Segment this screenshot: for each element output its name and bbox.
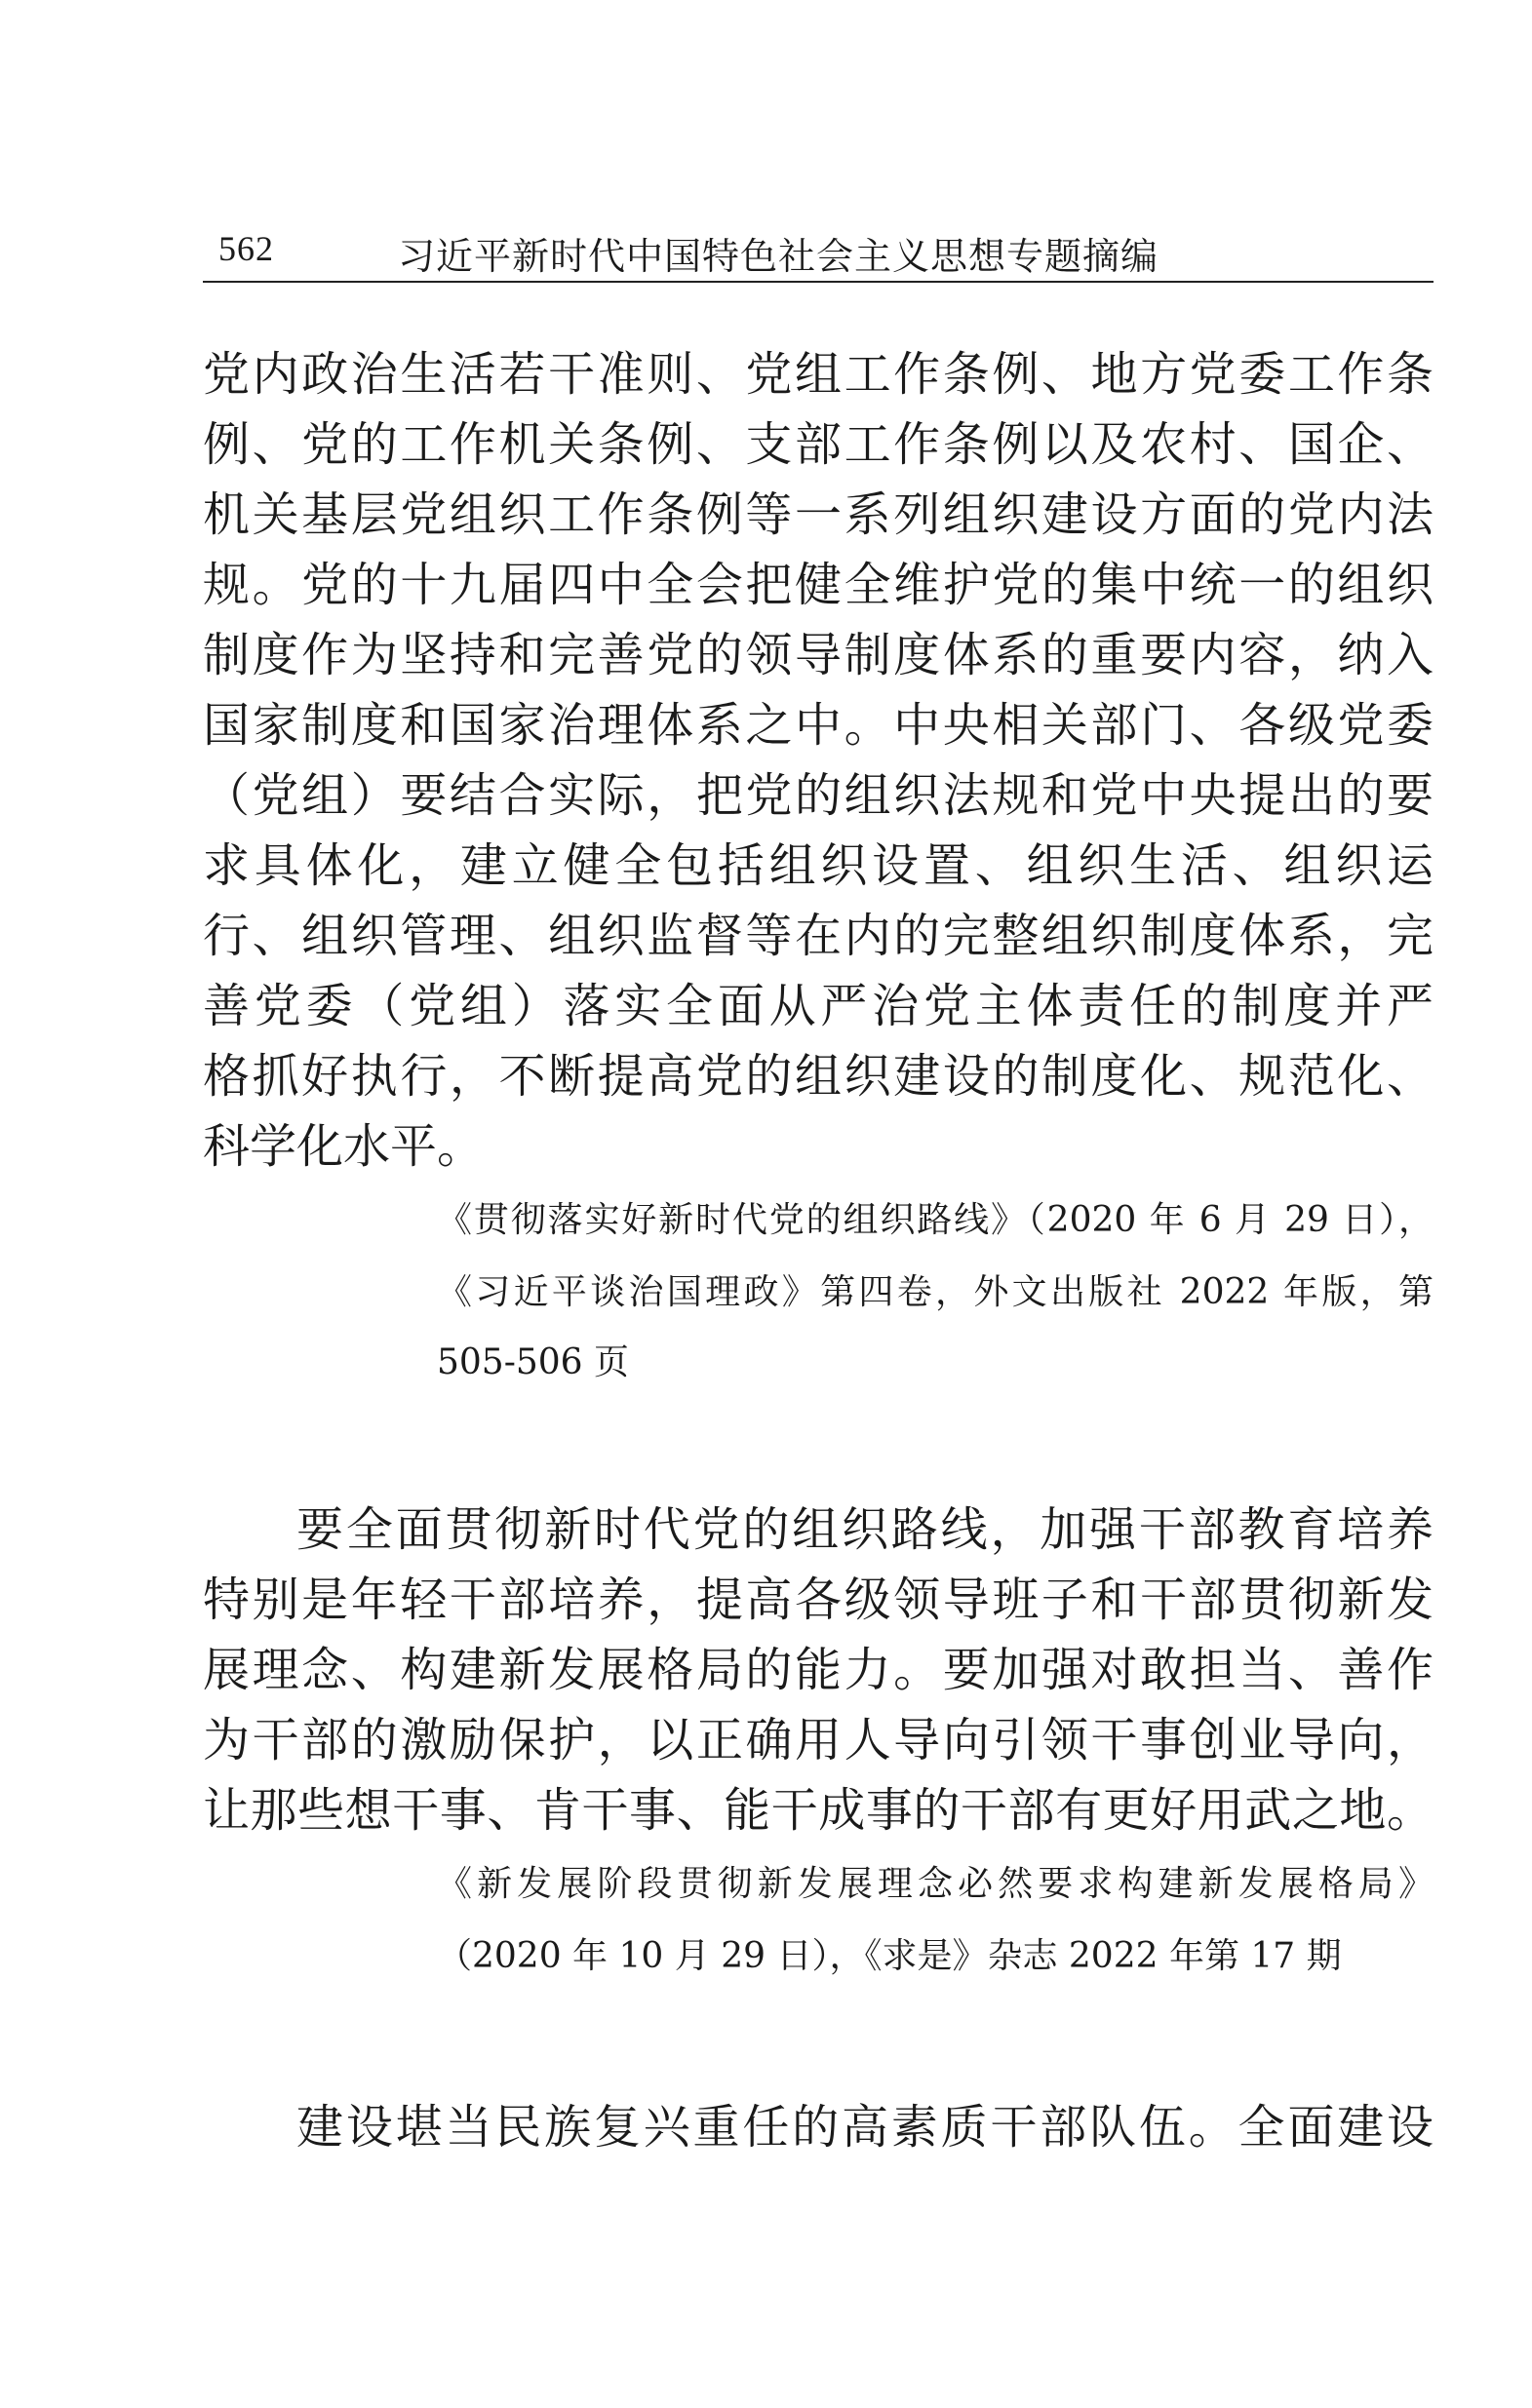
paragraph-line: 为干部的激励保护，以正确用人导向引领干事创业导向， <box>203 1713 1434 1767</box>
paragraph-line: 党内政治生活若干准则、党组工作条例、地方党委工作条 <box>203 347 1434 402</box>
paragraph-line: 要全面贯彻新时代党的组织路线，加强干部教育培养 <box>296 1502 1434 1557</box>
page-number: 562 <box>218 229 274 268</box>
running-title: 习近平新时代中国特色社会主义思想专题摘编 <box>398 235 1159 278</box>
citation-line: 505-506 页 <box>437 1342 630 1382</box>
paragraph-line: 让那些想干事、肯干事、能干成事的干部有更好用武之地。 <box>203 1783 1434 1838</box>
citation-line: 《贯彻落实好新时代党的组织路线》（2020 年 6 月 29 日）， <box>437 1200 1434 1240</box>
paragraph-line: 格抓好执行，不断提高党的组织建设的制度化、规范化、 <box>203 1049 1434 1104</box>
paragraph-line: 建设堪当民族复兴重任的高素质干部队伍。全面建设 <box>296 2100 1434 2155</box>
citation-line: 《习近平谈治国理政》第四卷，外文出版社 2022 年版，第 <box>437 1272 1434 1312</box>
paragraph-line: 善党委（党组）落实全面从严治党主体责任的制度并严 <box>203 979 1434 1033</box>
citation-line: 《新发展阶段贯彻新发展理念必然要求构建新发展格局》 <box>437 1864 1434 1904</box>
citation-line: （2020 年 10 月 29 日），《求是》杂志 2022 年第 17 期 <box>437 1936 1342 1976</box>
page-header <box>203 222 1434 283</box>
paragraph-line: 机关基层党组织工作条例等一系列组织建设方面的党内法 <box>203 487 1434 542</box>
paragraph-line: 规。党的十九届四中全会把健全维护党的集中统一的组织 <box>203 558 1434 612</box>
paragraph-line: 科学化水平。 <box>203 1119 485 1174</box>
paragraph-line: 例、党的工作机关条例、支部工作条例以及农村、国企、 <box>203 417 1434 472</box>
paragraph-line: （党组）要结合实际，把党的组织法规和党中央提出的要 <box>203 768 1434 823</box>
paragraph-line: 国家制度和国家治理体系之中。中央相关部门、各级党委 <box>203 698 1434 753</box>
paragraph-line: 特别是年轻干部培养，提高各级领导班子和干部贯彻新发 <box>203 1573 1434 1627</box>
paragraph-line: 行、组织管理、组织监督等在内的完整组织制度体系，完 <box>203 909 1434 963</box>
paragraph-line: 求具体化，建立健全包括组织设置、组织生活、组织运 <box>203 838 1434 893</box>
paragraph-line: 展理念、构建新发展格局的能力。要加强对敢担当、善作 <box>203 1643 1434 1697</box>
paragraph-line: 制度作为坚持和完善党的领导制度体系的重要内容，纳入 <box>203 628 1434 682</box>
